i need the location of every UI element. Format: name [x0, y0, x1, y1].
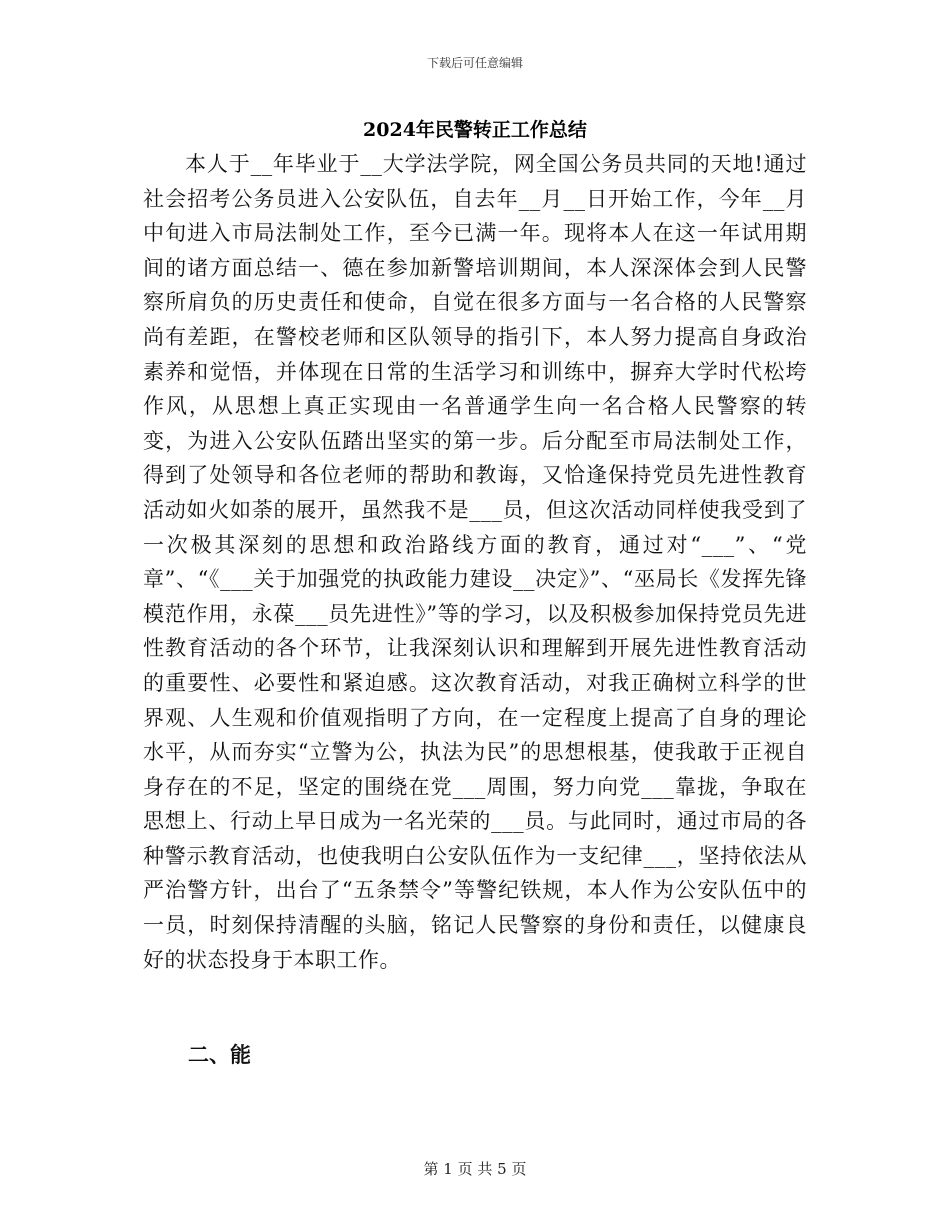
body-paragraph: 本人于__年毕业于__大学法学院，网全国公务员共同的天地!通过社会招考公务员进入公安队伍，自去年__月__日开始工作，今年__月中旬进入市局法制处工作，至今已满一年。现将本人在这一年试用期间的诸方面总结一、德在参加新警培训期间，本人深深体会到人民警察所肩负的历史责任和使命，自觉在很多方面与一名合格的人民警察尚有差距，在警校老师和区队领导的指引下，本人努力提高自身政治素养和觉悟，并体现在日常的生活学习和训练中，摒弃大学时代松垮作风，从思想上真正实现由一名普通学生向一名合格人民警察的转变，为进入公安队伍踏出坚实的第一步。后分配至市局法制处工作，得到了处领导和各位老师的帮助和教诲，又恰逢保持党员先进性教育活动如火如荼的展开，虽然我不是___员，但这次活动同样使我受到了一次极其深刻的思想和政治路线方面的教育，通过对“___”、“党章”、“《___关于加强党的执政能力建设__决定》”、“巫局长《发挥先锋模范作用，永葆___员先进性》”等的学习，以及积极参加保持党员先进性教育活动的各个环节，让我深刻认识和理解到开展先进性教育活动的重要性、必要性和紧迫感。这次教育活动，对我正确树立科学的世界观、人生观和价值观指明了方向，在一定程度上提高了自身的理论水平，从而夯实“立警为公，执法为民”的思想根基，使我敢于正视自身存在的不足，坚定的围绕在党___周围，努力向党___靠拢，争取在思想上、行动上早日成为一名光荣的___员。与此同时，通过市局的各种警示教育活动，也使我明白公安队伍作为一支纪律___，坚持依法从严治警方针，出台了“五条禁令”等警纪铁规，本人作为公安队伍中的一员，时刻保持清醒的头脑，铭记人民警察的身份和责任，以健康良好的状态投身于本职工作。	[143, 152, 807, 972]
page-number: 第 1 页 共 5 页	[423, 1160, 527, 1178]
section-heading: 二、能	[188, 1042, 251, 1067]
document-title: 2024年民警转正工作总结	[363, 119, 587, 141]
header-note: 下载后可任意编辑	[426, 56, 523, 70]
